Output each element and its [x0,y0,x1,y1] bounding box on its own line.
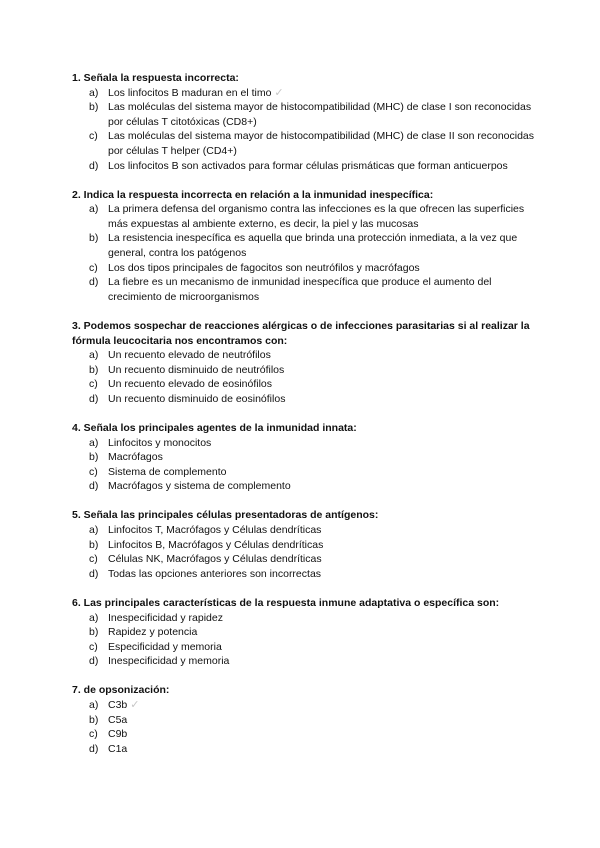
option-text: Rapidez y potencia [108,626,198,639]
option-letter: b) [89,538,99,551]
question-title: 7. de opsonización: [72,684,170,697]
option-text: C3b [108,698,128,711]
option-letter: d) [89,480,99,493]
option-text: Las moléculas del sistema mayor de histocompatibilidad (MHC) de clase II son reconocidas por células T helper (CD4+) [108,130,535,157]
question-title: 6. Las principales características de la respuesta inmune adaptativa o específica son: [72,596,500,609]
option-list [72,523,542,581]
option-letter: b) [89,363,99,376]
option-letter: b) [89,232,99,245]
option-d [72,275,542,304]
option-text: Macrófagos [108,451,163,464]
option-text: C1a [108,742,128,755]
option-list [72,611,542,669]
option-c [72,552,542,567]
option-text: C5a [108,713,128,726]
option-b [72,363,542,378]
option-text: Un recuento disminuido de eosinófilos [108,392,286,405]
option-text: Las moléculas del sistema mayor de histocompatibilidad (MHC) de clase I son reconocidas por células T citotóxicas (CD8+) [108,101,532,128]
option-letter: b) [89,101,99,114]
option-text: Un recuento disminuido de neutrófilos [108,363,285,376]
option-text: Un recuento elevado de neutrófilos [108,349,271,362]
question-title: 1. Señala la respuesta incorrecta: [72,72,239,84]
question-7 [72,683,542,756]
option-text: Linfocitos y monocitos [108,436,212,449]
option-text: La fiebre es un mecanismo de inmunidad inespecífica que produce el aumento del crecimiento de microorganismos [108,276,492,303]
option-b [72,538,542,553]
option-a [72,611,542,626]
question-list [72,71,542,771]
option-d [72,742,542,757]
option-b [72,231,542,260]
option-letter: d) [89,276,99,289]
option-text: Un recuento elevado de eosinófilos [108,378,273,391]
option-b [72,450,542,465]
option-list [72,348,542,406]
checkmark-icon: ✓ [274,86,284,99]
option-text: Sistema de complemento [108,465,227,478]
question-4 [72,421,542,494]
option-c [72,640,542,655]
option-text: Los linfocitos B maduran en el timo [108,86,272,99]
checkmark-icon: ✓ [130,698,140,711]
option-b [72,713,542,728]
option-list [72,86,542,174]
option-text: Todas las opciones anteriores son incorrectas [108,567,322,580]
option-text: Macrófagos y sistema de complemento [108,480,291,493]
option-letter: a) [89,611,99,624]
option-text: Especificidad y memoria [108,640,222,653]
question-6 [72,596,542,669]
option-c [72,261,542,276]
option-a [72,202,542,231]
option-c [72,377,542,392]
option-text: Linfocitos T, Macrófagos y Células dendríticas [108,524,322,537]
option-a [72,436,542,451]
option-letter: c) [89,261,98,274]
option-d [72,479,542,494]
option-c [72,465,542,480]
question-title: 3. Podemos sospechar de reacciones alérgicas o de infecciones parasitarias si al realizar la fórmula leucocitaria nos encontramos con: [72,319,530,347]
question-2 [72,188,542,305]
option-letter: b) [89,626,99,639]
option-a [72,86,542,101]
option-text: La resistencia inespecífica es aquella que brinda una protección inmediata, a la vez que general, contra los patógenos [108,232,518,260]
option-c [72,727,542,742]
option-letter: a) [89,86,99,99]
option-letter: c) [89,728,98,741]
option-b [72,100,542,129]
option-d [72,654,542,669]
option-text: Inespecificidad y rapidez [108,611,223,624]
option-letter: c) [89,465,98,478]
option-letter: a) [89,524,99,537]
option-b [72,625,542,640]
option-text: La primera defensa del organismo contra las infecciones es la que ofrecen las superficies más expuestas al ambiente externo, es decir, la piel y las mucosas [108,203,525,230]
option-text: Inespecificidad y memoria [108,655,230,668]
question-title: 5. Señala las principales células presentadoras de antígenos: [72,509,379,522]
option-text: Células NK, Macrófagos y Células dendríticas [108,553,322,566]
option-letter: c) [89,553,98,566]
option-letter: b) [89,451,99,464]
option-letter: b) [89,713,99,726]
question-3 [72,319,542,407]
option-letter: c) [89,640,98,653]
option-list [72,698,542,756]
option-letter: a) [89,698,99,711]
question-1 [72,71,542,173]
option-text: Los linfocitos B son activados para formar células prismáticas que forman anticuerpos [108,159,508,172]
option-letter: c) [89,130,98,143]
option-letter: d) [89,392,99,405]
option-letter: d) [89,567,99,580]
option-letter: d) [89,655,99,668]
question-title: 4. Señala los principales agentes de la inmunidad innata: [72,421,357,434]
option-d [72,392,542,407]
option-d [72,567,542,582]
option-a [72,523,542,538]
option-c [72,129,542,158]
option-letter: d) [89,159,99,172]
option-a [72,698,542,713]
option-list [72,202,542,304]
option-text: Linfocitos B, Macrófagos y Células dendríticas [108,538,324,551]
option-letter: d) [89,742,99,755]
question-5 [72,508,542,581]
question-title: 2. Indica la respuesta incorrecta en relación a la inmunidad inespecífica: [72,188,434,201]
option-letter: a) [89,349,99,362]
option-letter: a) [89,436,99,449]
option-text: Los dos tipos principales de fagocitos son neutrófilos y macrófagos [108,261,420,274]
option-a [72,348,542,363]
option-text: C9b [108,728,128,741]
option-d [72,159,542,174]
option-letter: c) [89,378,98,391]
option-letter: a) [89,203,99,216]
option-list [72,436,542,494]
